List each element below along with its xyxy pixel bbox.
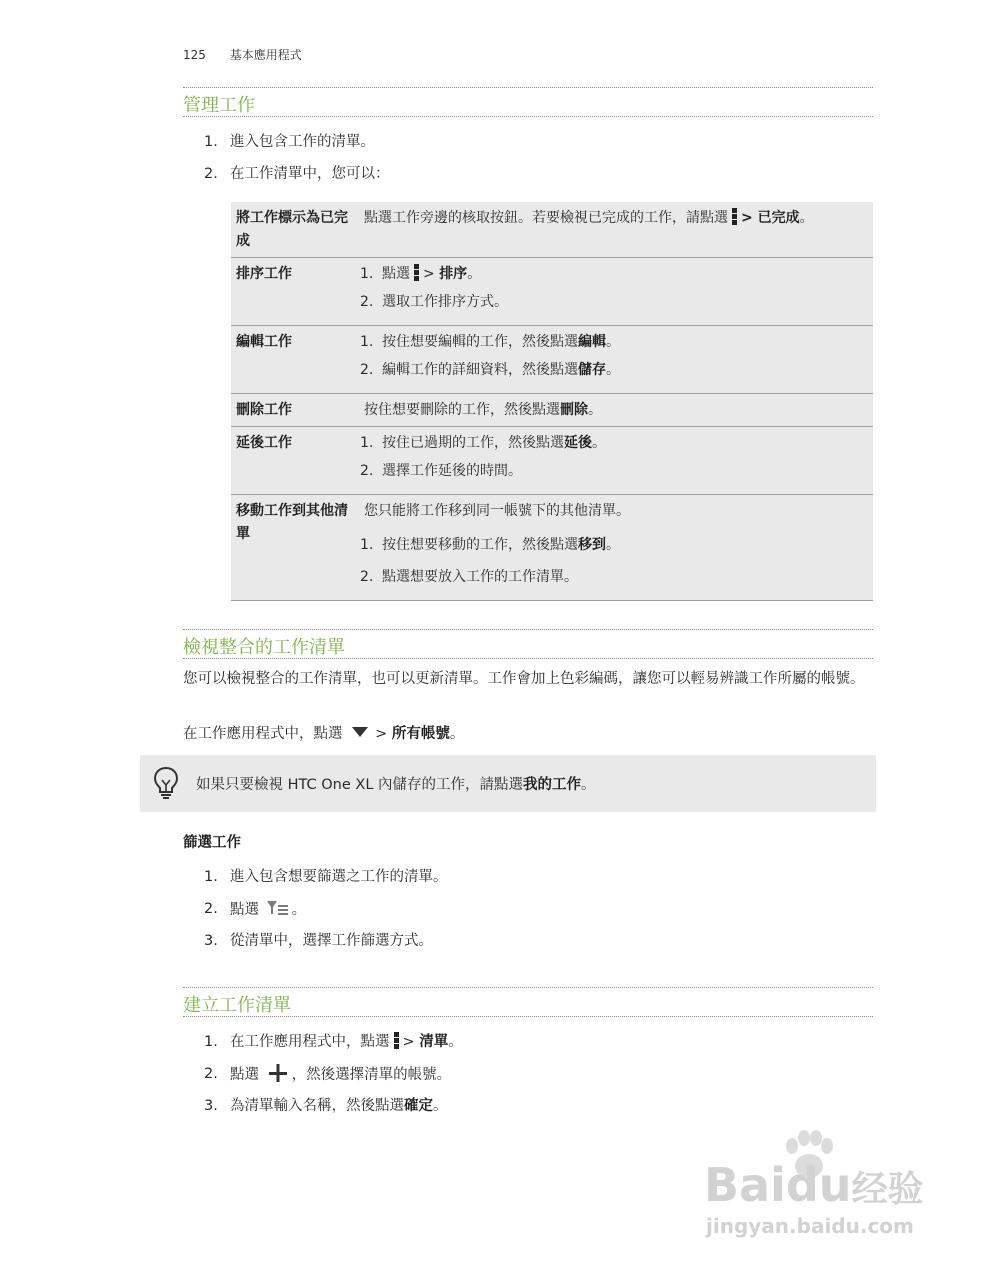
section-title-unified-list: 檢視整合的工作清單 — [183, 637, 345, 658]
overflow-menu-icon — [414, 264, 419, 281]
page-number: 125 — [183, 48, 206, 62]
lightbulb-icon — [153, 766, 179, 800]
sub-heading-filter: 篩選工作 — [183, 835, 241, 851]
row-label: 將工作標示為已完成 — [236, 210, 348, 249]
page-header — [183, 46, 302, 63]
row-label: 編輯工作 — [236, 334, 292, 350]
overflow-menu-icon — [394, 1032, 399, 1049]
section-title-create-list: 建立工作清單 — [183, 995, 291, 1016]
row-description: 您只能將工作移到同一帳號下的其他清單。 — [364, 503, 630, 519]
table-row: 排序工作 1. 點選 > 排序。 2. 選取工作排序方式。 — [231, 258, 873, 326]
table-row — [231, 202, 873, 258]
watermark-url: jingyan.baidu.com — [706, 1214, 914, 1238]
paragraph: 在工作應用程式中，點選 > 所有帳號。 — [183, 726, 465, 742]
section-divider — [183, 987, 873, 988]
watermark-brand: Baidu经验 — [704, 1158, 924, 1212]
overflow-menu-icon — [732, 208, 737, 225]
baidu-watermark — [700, 1130, 940, 1240]
row-label: 延後工作 — [236, 435, 292, 451]
plus-icon — [267, 1064, 289, 1082]
tip-text: 如果只要檢視 HTC One XL 內儲存的工作，請點選我的工作。 — [196, 777, 596, 793]
section-divider — [183, 629, 873, 630]
section-divider — [183, 87, 873, 88]
table-row: 延後工作 1. 按住已過期的工作，然後點選延後。 2. 選擇工作延後的時間。 — [231, 427, 873, 495]
table-row: 移動工作到其他清單 您只能將工作移到同一帳號下的其他清單。 1. 按住想要移動的工作，然後點選移到。 2. 點選想要放入工作的工作清單。 — [231, 495, 873, 600]
task-actions-table — [231, 202, 873, 601]
chapter-title: 基本應用程式 — [229, 48, 302, 62]
row-description: 按住想要刪除的工作，然後點選刪除。 — [364, 402, 602, 418]
table-row: 編輯工作 1. 按住想要編輯的工作，然後點選編輯。 2. 編輯工作的詳細資料，然後點選儲存。 — [231, 326, 873, 394]
section-title-manage-tasks: 管理工作 — [183, 95, 255, 116]
paragraph: 您可以檢視整合的工作清單，也可以更新清單。工作會加上色彩編碼，讓您可以輕易辨識工作所屬的帳號。 — [183, 671, 865, 687]
section-divider — [183, 658, 873, 659]
row-label: 刪除工作 — [236, 402, 292, 418]
table-row — [231, 394, 873, 427]
row-label: 移動工作到其他清單 — [236, 503, 348, 542]
section-divider — [183, 1016, 873, 1017]
dropdown-triangle-icon — [351, 726, 369, 738]
tip-box — [140, 755, 876, 812]
section-divider — [183, 116, 873, 117]
row-label: 排序工作 — [236, 266, 292, 282]
row-description: 點選工作旁邊的核取按鈕。若要檢視已完成的工作，請點選 > 已完成。 — [364, 210, 814, 226]
filter-icon — [266, 899, 290, 917]
